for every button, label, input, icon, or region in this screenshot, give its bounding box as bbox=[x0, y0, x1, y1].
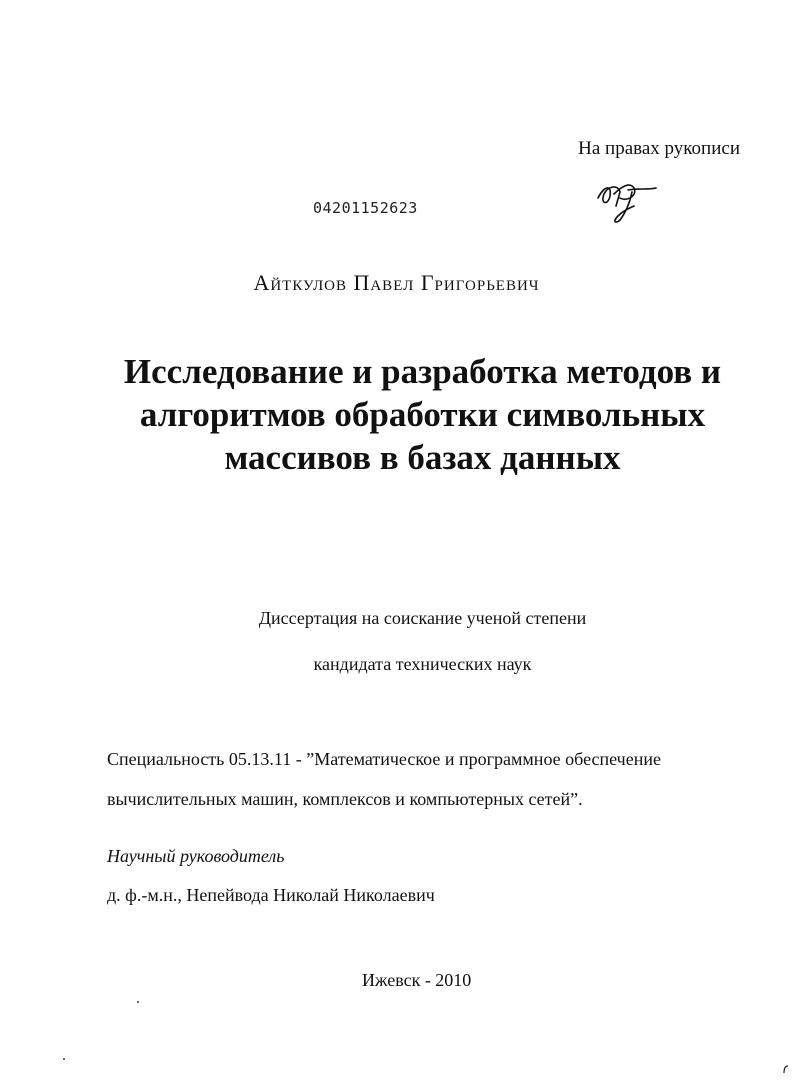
document-number: 04201152623 bbox=[313, 199, 418, 217]
degree-line-2: кандидата технических наук bbox=[313, 654, 532, 674]
advisor-label: Научный руководитель bbox=[107, 846, 285, 866]
scan-corner-mark bbox=[780, 1064, 790, 1074]
specialty-line-1: Специальность 05.13.11 - ”Математическое и программное обеспечение bbox=[107, 749, 661, 769]
scan-speck bbox=[63, 1058, 65, 1060]
handwritten-signature bbox=[590, 176, 660, 226]
advisor-name: д. ф.-м.н., Непейвода Николай Николаевич bbox=[107, 885, 435, 905]
manuscript-rights-note: На правах рукописи bbox=[578, 138, 740, 159]
city-year: Ижевск - 2010 bbox=[362, 970, 472, 990]
specialty-line-2: вычислительных машин, комплексов и компьютерных сетей”. bbox=[107, 789, 583, 809]
degree-line-1: Диссертация на соискание ученой степени bbox=[258, 608, 587, 628]
scan-speck bbox=[137, 1001, 139, 1003]
thesis-title bbox=[0, 350, 793, 479]
title-line: алгоритмов обработки символьных bbox=[139, 395, 706, 434]
title-line: Исследование и разработка методов и bbox=[123, 352, 722, 391]
title-line: массивов в базах данных bbox=[224, 438, 621, 477]
author-name: Айткулов Павел Григорьевич bbox=[253, 270, 540, 295]
